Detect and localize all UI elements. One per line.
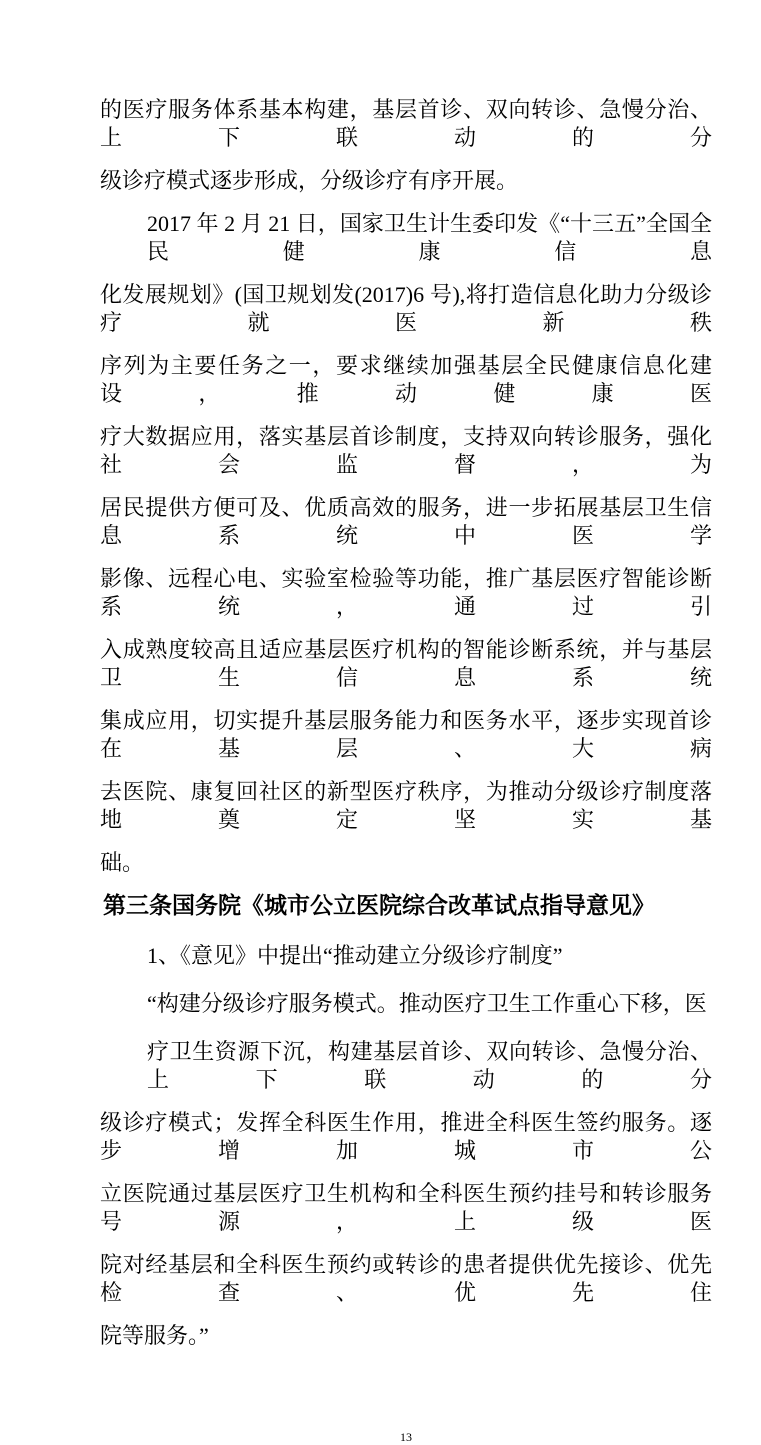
text-line: 院等服务。”	[100, 1323, 209, 1348]
list-item: 1、《意见》中提出“推动建立分级诊疗制度”	[147, 943, 563, 968]
text-line: 立医院通过基层医疗卫生机构和全科医生预约挂号和转诊服务号源，上级医	[100, 1181, 712, 1234]
text-line: 集成应用，切实提升基层服务能力和医务水平，逐步实现首诊在基层、大病	[100, 708, 712, 761]
text-line: 序列为主要任务之一，要求继续加强基层全民健康信息化建设，推动健康医	[100, 353, 712, 406]
text-line: 础。	[100, 850, 145, 875]
text-line: 院对经基层和全科医生预约或转诊的患者提供优先接诊、优先检查、优先住	[100, 1252, 712, 1305]
page-number: 13	[400, 1430, 412, 1444]
section-heading: 第三条国务院《城市公立医院综合改革试点指导意见》	[103, 893, 655, 918]
text-line: 居民提供方便可及、优质高效的服务，进一步拓展基层卫生信息系统中医学	[100, 495, 712, 548]
text-line: 的医疗服务体系基本构建，基层首诊、双向转诊、急慢分治、上下联动的分	[100, 97, 712, 150]
text-line: 级诊疗模式；发挥全科医生作用，推进全科医生签约服务。逐步增加城市公	[100, 1110, 712, 1163]
text-line: 化发展规划》(国卫规划发(2017)6 号),将打造信息化助力分级诊疗就医新秩	[100, 282, 712, 335]
text-line: 入成熟度较高且适应基层医疗机构的智能诊断系统，并与基层卫生信息系统	[100, 637, 712, 690]
text-line: 级诊疗模式逐步形成，分级诊疗有序开展。	[100, 168, 519, 193]
text-line: 2017 年 2 月 21 日，国家卫生计生委印发《“十三五”全国全民健康信息	[147, 211, 712, 264]
text-line: 影像、远程心电、实验室检验等功能，推广基层医疗智能诊断系统，通过引	[100, 566, 712, 619]
text-line: 去医院、康复回社区的新型医疗秩序，为推动分级诊疗制度落地奠定坚实基	[100, 779, 712, 832]
text-line: 疗卫生资源下沉，构建基层首诊、双向转诊、急慢分治、上下联动的分	[147, 1039, 712, 1092]
quote-line: “构建分级诊疗服务模式。推动医疗卫生工作重心下移，医	[147, 991, 707, 1016]
text-line: 疗大数据应用，落实基层首诊制度，支持双向转诊服务，强化社会监督，为	[100, 424, 712, 477]
